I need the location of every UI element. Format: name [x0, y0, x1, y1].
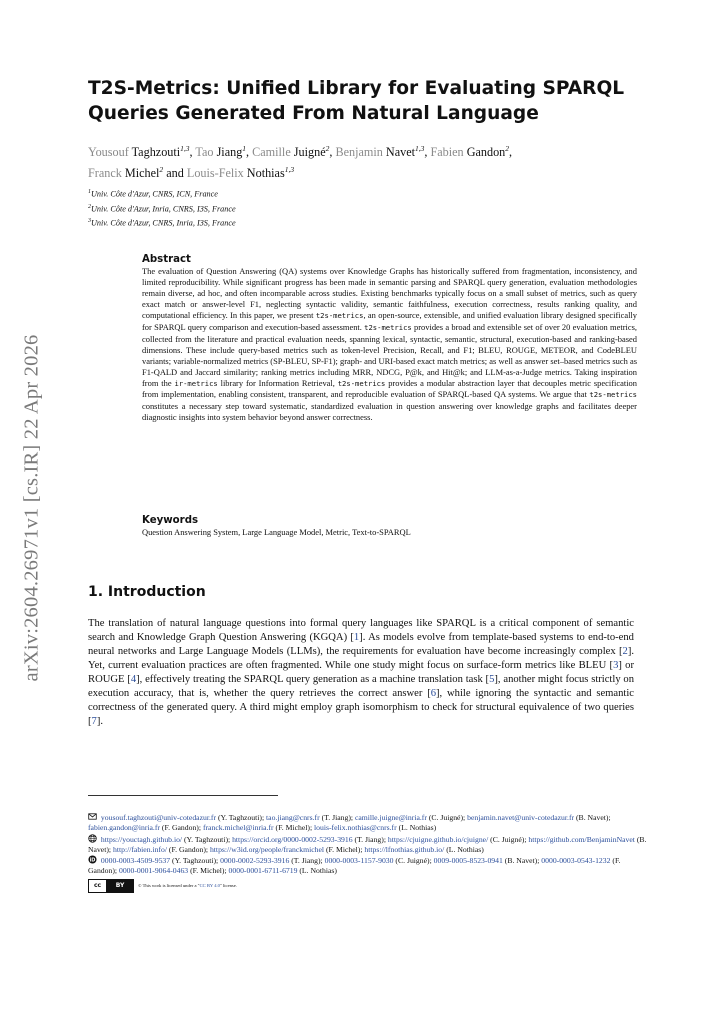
citation-link[interactable]: 5: [489, 674, 495, 685]
affiliation-list: [88, 186, 648, 230]
paper-title: T2S-Metrics: Unified Library for Evaluating SPARQL Queries Generated From Natural Language: [88, 78, 625, 124]
cc-by-badge: [88, 879, 134, 893]
citation-link[interactable]: 1: [353, 632, 360, 643]
cc-badge-right: BY: [107, 880, 133, 892]
affiliation-item: $^3$Univ. Côte d'Azur, CNRS, Inria, I3S, France: [88, 218, 236, 229]
orcid-icon: [88, 855, 97, 864]
abstract-section: [142, 254, 637, 423]
url-footnote: https://youctagh.github.io/ (Y. Taghzouti); https://orcid.org/0000-0002-5293-3916 (T. Jiang); https://cjuigne.github.io/cjuigne/ (C. Juigné); https://github.com/BenjaminNavet (B. Navet); http://fabien.info/ (F. Gandon); https://w3id.org/people/franckmichel (F. Michel); https://lfnothias.github.io/ (L. Nothias): [88, 834, 647, 854]
footnote-link[interactable]: https://youctagh.github.io/: [100, 834, 183, 844]
email-footnote: yousouf.taghzouti@univ-cotedazur.fr (Y. Taghzouti); tao.jiang@cnrs.fr (T. Jiang); camille.juigne@inria.fr (C. Juigné); benjamin.navet@univ-cotedazur.fr (B. Navet); fabien.gandon@inria.fr (F. Gandon); franck.michel@inria.fr (F. Michel); louis-felix.nothias@cnrs.fr (L. Nothias): [88, 813, 611, 833]
citation-link[interactable]: 4: [130, 674, 137, 685]
footnote-link[interactable]: 0000-0001-9064-0463: [118, 866, 189, 876]
footnote-link[interactable]: benjamin.navet@univ-cotedazur.fr: [467, 813, 575, 822]
author-name: Benjamin Navet$^{1,3}$: [335, 144, 425, 160]
footnote-link[interactable]: 0009-0005-8523-0941: [433, 856, 503, 866]
footnote-link[interactable]: https://orcid.org/0000-0002-5293-3916: [232, 834, 353, 844]
footnote-link[interactable]: yousouf.taghzouti@univ-cotedazur.fr: [100, 813, 217, 822]
author-name: Franck Michel$^2$: [88, 165, 164, 181]
footnote-link[interactable]: 0000-0001-6711-6719: [228, 866, 298, 876]
author-list: Yousouf Taghzouti$^{1,3}$, Tao Jiang$^1$, Camille Juigné$^2$, Benjamin Navet$^{1,3}$, Fabien Gandon$^2$, Franck Michel$^2$ and Louis-Felix Nothias$^{1,3}$: [88, 144, 513, 181]
affiliation-item: $^1$Univ. Côte d'Azur, CNRS, ICN, France: [88, 189, 218, 199]
footnote-link[interactable]: tao.jiang@cnrs.fr: [266, 813, 320, 822]
author-name: Yousouf Taghzouti$^{1,3}$: [88, 144, 190, 160]
footnote-link[interactable]: 0000-0003-4509-9537: [100, 856, 171, 866]
citation-link[interactable]: 6: [430, 688, 437, 699]
license-line: [88, 879, 648, 893]
footnotes: [88, 812, 648, 893]
keywords-section: [142, 515, 637, 538]
footnote-link[interactable]: https://github.com/BenjaminNavet: [528, 834, 635, 844]
author-name: Tao Jiang$^1$: [195, 144, 247, 160]
arxiv-identifier-stamp: [12, 318, 52, 698]
citation-link[interactable]: 7: [91, 716, 97, 727]
keywords-text: Question Answering System, Large Language Model, Metric, Text-to-SPARQL: [142, 527, 411, 537]
envelope-icon: [88, 812, 97, 821]
abstract-heading: Abstract: [142, 254, 191, 265]
license-link[interactable]: CC BY 4.0: [199, 882, 220, 888]
author-name: Louis-Felix Nothias$^{1,3}$: [186, 165, 295, 181]
globe-icon: [88, 834, 97, 843]
keywords-heading: Keywords: [142, 515, 199, 526]
citation-link[interactable]: 3: [613, 660, 619, 671]
footnote-link[interactable]: http://fabien.info/: [112, 844, 167, 854]
orcid-footnote: iD 0000-0003-4509-9537 (Y. Taghzouti); 0000-0002-5293-3916 (T. Jiang); 0000-0003-1157-9030 (C. Juigné); 0009-0005-8523-0941 (B. Navet); 0000-0003-0543-1232 (F. Gandon); 0000-0001-9064-0463 (F. Michel); 0000-0001-6711-6719 (L. Nothias): [88, 856, 621, 876]
footnote-link[interactable]: louis-felix.nothias@cnrs.fr: [314, 823, 397, 833]
footnote-link[interactable]: 0000-0002-5293-3916: [220, 856, 290, 866]
footnote-link[interactable]: camille.juigne@inria.fr: [354, 813, 427, 822]
citation-link[interactable]: 2: [622, 646, 628, 657]
footnote-link[interactable]: 0000-0003-1157-9030: [324, 856, 394, 866]
footnote-link[interactable]: franck.michel@inria.fr: [202, 823, 274, 833]
footnote-link[interactable]: https://w3id.org/people/franckmichel: [209, 844, 325, 854]
footnote-link[interactable]: https://cjuigne.github.io/cjuigne/: [387, 834, 489, 844]
introduction-heading: 1. Introduction: [88, 584, 206, 600]
author-name: Camille Juigné$^2$: [252, 144, 330, 160]
arxiv-identifier-text: arXiv:2604.26971v1 [cs.IR] 22 Apr 2026: [20, 334, 43, 682]
footnote-divider: [88, 795, 278, 796]
affiliation-item: $^2$Univ. Côte d'Azur, Inria, CNRS, I3S, France: [88, 203, 236, 214]
footnote-link[interactable]: https://lfnothias.github.io/: [364, 844, 445, 854]
cc-badge-left: cc: [89, 880, 107, 892]
license-text: © This work is licensed under a "CC BY 4.0" license.: [138, 882, 237, 888]
footnote-link[interactable]: fabien.gandon@inria.fr: [88, 823, 160, 833]
author-name: Fabien Gandon$^2$: [430, 144, 510, 160]
svg-text:iD: iD: [89, 857, 96, 864]
introduction-paragraph: The translation of natural language questions into formal query languages like SPARQL is a critical component of semantic search and Knowledge Graph Question Answering (KGQA) [1]. As models evolve from template-based systems to end-to-end neural networks and Large Language Models (LLMs), the requirements for evaluation have become increasingly complex [2]. Yet, current evaluation practices are often fragmented. While one study might focus on surface-form metrics like BLEU [3] or ROUGE [4], effectively treating the SPARQL query generation as a machine translation task [5], another might focus strictly on execution accuracy, that is, whether the query retrieves the correct answer [6], while ignoring the syntactic and semantic correctness of the generated query. A third might employ graph isomorphism to check for structural equivalence of two queries [7].: [88, 618, 635, 727]
footnote-link[interactable]: 0000-0003-0543-1232: [541, 856, 611, 866]
abstract-text: The evaluation of Question Answering (QA) systems over Knowledge Graphs has historically suffered from fragmentation, inconsistency, and limited reproducibility. While significant progress has been made in semantic parsing and SPARQL query generation, evaluation methodologies remain diverse, ad hoc, and often incomparable across studies. Existing benchmarks typically focus on a small subset of metrics, such as query exact match or answer-level F1, neglecting syntactic validity, semantic faithfulness, execution correctness, results ranking quality, and computational efficiency. In this paper, we present t2s-metrics, an open-source, extensible, and unified evaluation library designed specifically for SPARQL query comparison and execution-based assessment. t2s-metrics provides a broad and extensible set of over 20 evaluation metrics, collected from the literature and practical evaluation needs, spanning lexical, syntactic, semantic, structural, execution-based and ranking-based dimensions. These include query-based metrics such as token-level Precision, Recall, and F1; BLEU, ROUGE, METEOR, and CodeBLEU variants; variable-normalized metrics (SP-BLEU, SP-F1); graph- and URI-based exact match metrics; as well as answer set–based metrics such as F1-QALD and Jaccard similarity; ranking metrics including MRR, NDCG, P@k, and Hit@k; and LLM-as-a-Judge metrics. Taking inspiration from the ir-metrics library for Information Retrieval, t2s-metrics provides a modular abstraction layer that decouples metric specification from implementation, enabling consistent, transparent, and reproducible evaluation of SPARQL-based QA systems. We argue that t2s-metrics constitutes a necessary step toward systematic, standardized evaluation in question answering over knowledge graphs and facilitates deeper diagnostic insights into system behavior beyond answer correctness.: [142, 266, 637, 423]
